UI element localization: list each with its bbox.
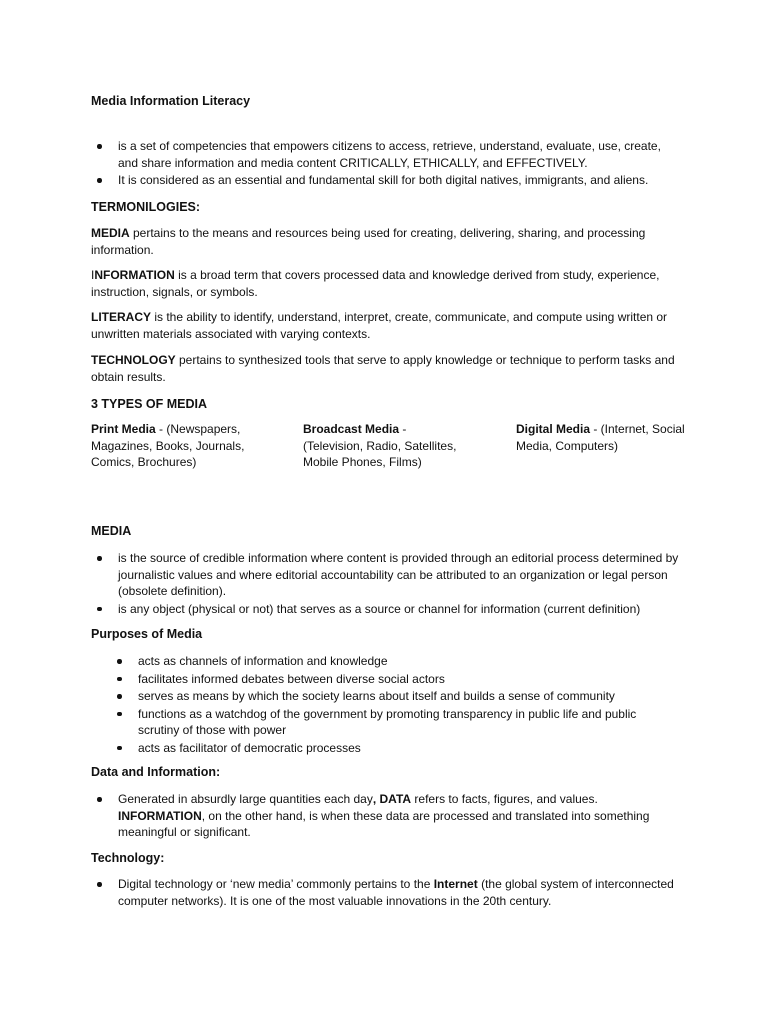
- list-item: is a set of competencies that empowers citizens to access, retrieve, understand, evaluate, use, create, and share information and media content CRITICALLY, ETHICALLY, and EFFECTIVELY.: [91, 138, 681, 171]
- type-desc: - (Newspapers, Magazines, Books, Journals, Comics, Brochures): [91, 422, 245, 469]
- type-desc: - (Internet, Social Media, Computers): [516, 422, 685, 453]
- broadcast-media-column: [303, 421, 463, 471]
- term-definition: pertains to synthesized tools that serve to apply knowledge or technique to perform tasks and obtain results.: [91, 353, 675, 384]
- list-item: acts as facilitator of democratic processes: [111, 740, 661, 757]
- list-item: functions as a watchdog of the government by promoting transparency in public life and public scrutiny of those with power: [111, 706, 661, 739]
- term-literacy: [91, 309, 681, 342]
- digital-media-column: [516, 421, 691, 454]
- term-label: NFORMATION: [94, 268, 175, 282]
- data-info-list: [91, 791, 681, 841]
- term-media: [91, 225, 681, 258]
- text-run: (the global system of interconnected computer networks). It is one of the most valuable innovations in the 20th century.: [118, 877, 674, 908]
- term-definition: pertains to the means and resources being used for creating, delivering, sharing, and processing information.: [91, 226, 646, 257]
- document-title: Media Information Literacy: [91, 94, 251, 108]
- term-definition: is a broad term that covers processed data and knowledge derived from study, experience, instruction, signals, or symbols.: [91, 268, 660, 299]
- list-item: is any object (physical or not) that serves as a source or channel for information (current definition): [91, 601, 681, 618]
- purposes-heading: Purposes of Media: [91, 627, 203, 641]
- list-item: is the source of credible information where content is provided through an editorial process determined by journalistic values and where editorial accountability can be attributed to an organization or legal person (obsolete definition).: [91, 550, 681, 600]
- list-item: It is considered as an essential and fundamental skill for both digital natives, immigrants, and aliens.: [91, 172, 681, 189]
- list-item: serves as means by which the society learns about itself and builds a sense of community: [111, 688, 661, 705]
- text-run: refers to facts, figures, and values.: [411, 792, 598, 806]
- term-label: LITERACY: [91, 310, 151, 324]
- type-name: Broadcast Media: [303, 422, 400, 436]
- data-info-heading: Data and Information:: [91, 765, 221, 779]
- purposes-list: [91, 653, 661, 756]
- media-list: [91, 550, 681, 617]
- type-name: Print Media: [91, 422, 156, 436]
- types-heading: 3 TYPES OF MEDIA: [91, 397, 207, 411]
- text-run: Generated in absurdly large quantities each day: [118, 792, 373, 806]
- technology-list: [91, 876, 681, 909]
- media-heading: MEDIA: [91, 524, 132, 538]
- print-media-column: [91, 421, 266, 471]
- bold-term: Internet: [433, 877, 478, 891]
- term-technology: [91, 352, 681, 385]
- list-item: facilitates informed debates between diverse social actors: [111, 671, 661, 688]
- list-item: [91, 876, 681, 909]
- type-name: Digital Media: [516, 422, 591, 436]
- bold-term: , DATA: [372, 792, 412, 806]
- bold-term: INFORMATION: [118, 808, 202, 823]
- text-run: , on the other hand, is when these data are processed and translated into something meaningful or significant.: [118, 808, 650, 839]
- list-item: [91, 791, 681, 841]
- term-information: [91, 267, 681, 300]
- text-run: Digital technology or ‘new media’ commonly pertains to the: [118, 877, 434, 891]
- intro-list: [91, 138, 681, 189]
- type-desc: - (Television, Radio, Satellites, Mobile Phones, Films): [303, 422, 457, 469]
- terminologies-heading: TERMONILOGIES:: [91, 200, 201, 214]
- term-definition: is the ability to identify, understand, interpret, create, communicate, and compute using written or unwritten materials associated with varying contexts.: [91, 310, 668, 341]
- list-item: acts as channels of information and knowledge: [111, 653, 661, 670]
- term-label-prefix: I: [91, 268, 95, 282]
- technology-heading: Technology:: [91, 851, 165, 865]
- term-label: TECHNOLOGY: [91, 353, 176, 367]
- term-label: MEDIA: [91, 226, 130, 240]
